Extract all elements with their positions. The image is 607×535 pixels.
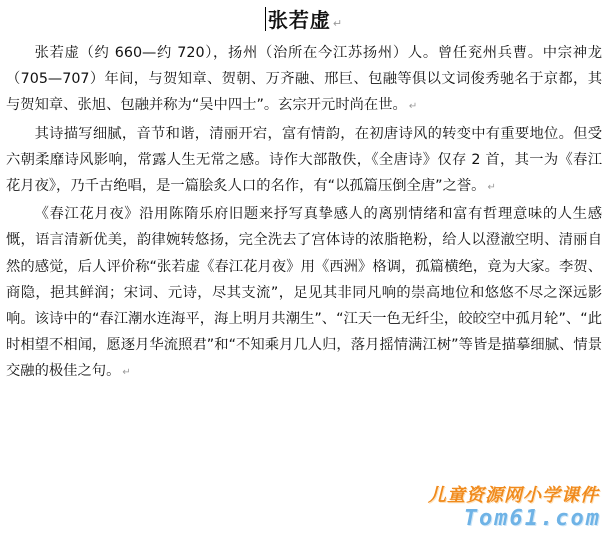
document-body[interactable] (6, 40, 602, 387)
paragraph-text: 《春江花月夜》沿用陈隋乐府旧题来抒写真挚感人的离别情绪和富有哲理意味的人生感慨，语言清新优美，韵律婉转悠扬，完全洗去了宫体诗的浓脂艳粉，给人以澄澈空明、清丽自然的感觉，后人评价称“张若虚《春江花月夜》用《西洲》格调，孤篇横绝，竟为大家。李贺、商隐，挹其鲜润；宋词、元诗，尽其支流”，足见其非同凡响的崇高地位和悠悠不尽之深远影响。该诗中的“春江潮水连海平，海上明月共潮生”、“江天一色无纤尘，皎皎空中孤月轮”、“此时相望不相闻，愿逐月华流照君”和“不知乘月几人归，落月摇情满江树”等皆是描摹细腻、情景交融的极佳之句。 (6, 206, 602, 380)
paragraph-text: 其诗描写细腻，音节和谐，清丽开宕，富有情韵，在初唐诗风的转变中有重要地位。但受六朝柔靡诗风影响，常露人生无常之感。诗作大部散佚，《全唐诗》仅存 2 首，其一为《春江花月夜》，乃千古绝唱，是一篇脍炙人口的名作，有“以孤篇压倒全唐”之誉。 (6, 125, 602, 195)
paragraph-mark-icon: ↵ (487, 182, 496, 194)
watermark-site-name: 儿童资源网小学课件 (428, 485, 599, 506)
site-watermark (401, 481, 601, 531)
title-line (0, 4, 607, 34)
page-title[interactable]: 张若虚 (267, 8, 331, 32)
paragraph-mark-icon: ↵ (122, 367, 131, 379)
paragraph-mark-icon: ↵ (408, 101, 418, 113)
paragraph-text: 张若虚（约 660—约 720），扬州（治所在今江苏扬州）人。曾任兖州兵曹。中宗神龙（705—707）年间，与贺知章、贺朝、万齐融、邢巨、包融等俱以文词俊秀驰名于京都，其与贺知章、张旭、包融并称为“吴中四士”。玄宗开元时尚在世。 (6, 45, 602, 114)
paragraph-3[interactable] (6, 201, 602, 386)
text-cursor (265, 7, 266, 31)
watermark-domain: Tom61.com (463, 506, 601, 531)
paragraph-2[interactable] (6, 121, 602, 202)
paragraph-mark-icon: ↵ (332, 17, 343, 30)
paragraph-1[interactable] (6, 40, 602, 121)
